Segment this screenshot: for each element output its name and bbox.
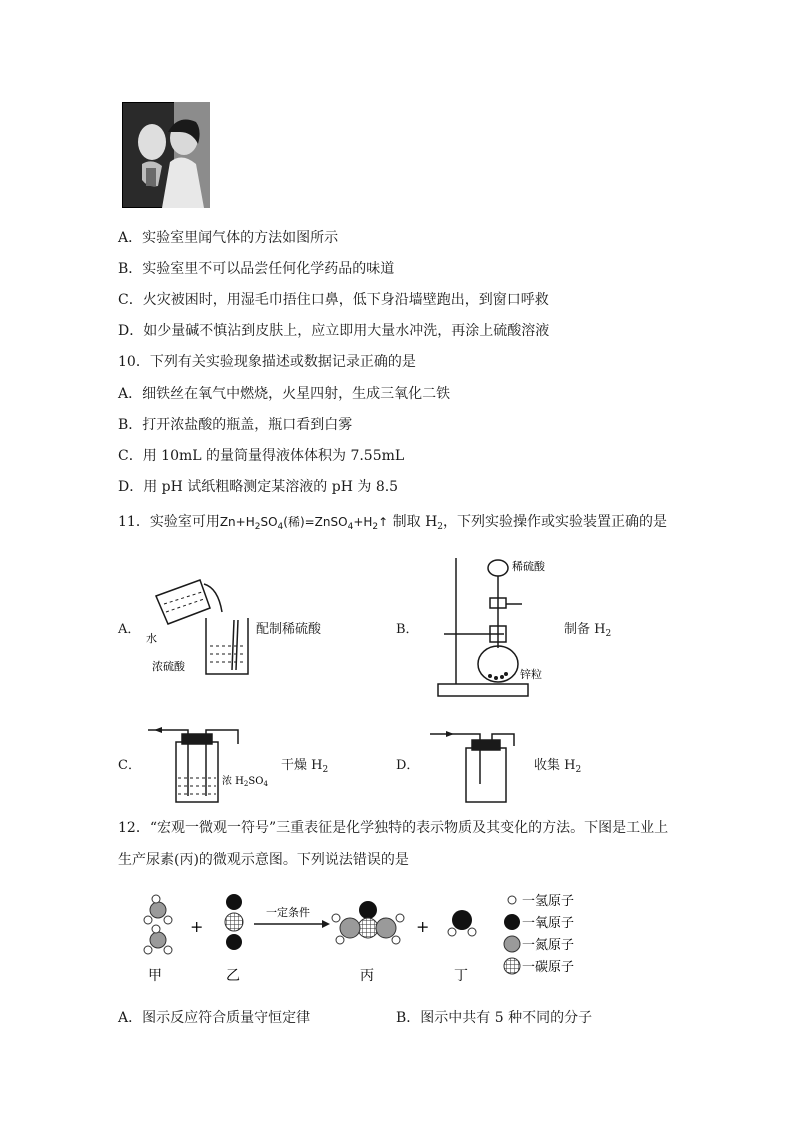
svg-text:+: + bbox=[190, 917, 204, 936]
svg-text:+: + bbox=[416, 917, 430, 936]
q11-b-letter: B． bbox=[396, 622, 419, 637]
molecule-yi bbox=[225, 894, 243, 950]
q11-b-zinc-label: 锌粒 bbox=[520, 668, 542, 681]
svg-text:一氮原子: 一氮原子 bbox=[522, 938, 575, 953]
molecule-ding bbox=[448, 910, 476, 936]
q11-d-caption: 收集 $H_2$ bbox=[534, 758, 582, 775]
atom-legend bbox=[504, 894, 574, 975]
q10-option-b: B．打开浓盐酸的瓶盖，瓶口看到白雾 bbox=[118, 417, 353, 433]
label-bing: 丙 bbox=[360, 968, 374, 984]
q11-stem-prefix: 11．实验室可用 bbox=[118, 514, 220, 530]
arrow-condition: 一定条件 bbox=[266, 906, 310, 919]
q11-c-letter: C． bbox=[118, 758, 141, 773]
q11-a-diagram bbox=[140, 566, 260, 686]
q11-formula: $Zn+H_2SO_4$(稀)$=ZnSO_4+H_2↑$ bbox=[219, 515, 389, 532]
q10-option-a: A．细铁丝在氧气中燃烧，火星四射，生成三氧化二铁 bbox=[118, 386, 451, 402]
q11-d-letter: D． bbox=[396, 758, 420, 773]
q12-option-b: B．图示中共有 5 种不同的分子 bbox=[396, 1010, 593, 1026]
q12-reaction-diagram bbox=[130, 888, 610, 988]
molecule-jia bbox=[144, 895, 172, 954]
q10-option-d: D．用 pH 试纸粗略测定某溶液的 pH 为 8.5 bbox=[118, 479, 399, 495]
q11-b-caption: 制备 $H_2$ bbox=[564, 622, 612, 639]
q11-stem: 11．实验室可用$Zn+H_2SO_4$(稀)$=ZnSO_4+H_2↑$ 制取 $H_2$，下列实验操作或实验装置正确的是 bbox=[118, 514, 668, 532]
q9-option-c: C．火灾被困时，用湿毛巾捂住口鼻，低下身沿墙壁跑出，到窗口呼救 bbox=[118, 292, 549, 308]
q11-a-caption: 配制稀硫酸 bbox=[256, 622, 322, 637]
q10-stem: 10．下列有关实验现象描述或数据记录正确的是 bbox=[118, 354, 416, 370]
q9-option-d: D．如少量碱不慎沾到皮肤上，应立即用大量水冲洗，再涂上硫酸溶液 bbox=[118, 323, 550, 339]
photo-person-smelling bbox=[122, 102, 210, 208]
q11-d-diagram bbox=[426, 724, 522, 806]
label-yi: 乙 bbox=[226, 968, 240, 984]
q11-c-diagram bbox=[146, 716, 276, 806]
svg-text:一碳原子: 一碳原子 bbox=[522, 960, 575, 975]
q11-a-letter: A． bbox=[118, 622, 141, 637]
label-ding: 丁 bbox=[454, 968, 468, 984]
molecule-bing bbox=[332, 901, 404, 944]
q11-c-acid-label: 浓 $H_2SO_4$ bbox=[222, 776, 268, 788]
q11-b-acid-label: 稀硫酸 bbox=[512, 560, 545, 573]
q12-option-a: A．图示反应符合质量守恒定律 bbox=[118, 1010, 311, 1026]
q11-c-caption: 干燥 $H_2$ bbox=[281, 758, 329, 775]
q12-stem-line1: 12．“宏观一微观一符号”三重表征是化学独特的表示物质及其变化的方法。下图是工业上 bbox=[118, 820, 669, 836]
label-jia: 甲 bbox=[148, 968, 162, 984]
q11-a-water-label: 水 bbox=[146, 632, 157, 645]
q11-a-acid-label: 浓硫酸 bbox=[152, 660, 185, 673]
q9-option-a: A．实验室里闻气体的方法如图所示 bbox=[118, 230, 339, 246]
q9-option-b: B．实验室里不可以品尝任何化学药品的味道 bbox=[118, 261, 395, 277]
q10-option-c: C．用 10mL 的量筒量得液体体积为 7.55mL bbox=[118, 448, 405, 464]
svg-text:一氢原子: 一氢原子 bbox=[522, 894, 575, 909]
q12-stem-line2: 生产尿素(丙)的微观示意图。下列说法错误的是 bbox=[118, 852, 409, 868]
svg-text:一氧原子: 一氧原子 bbox=[522, 916, 575, 931]
q11-b-diagram bbox=[434, 554, 554, 700]
